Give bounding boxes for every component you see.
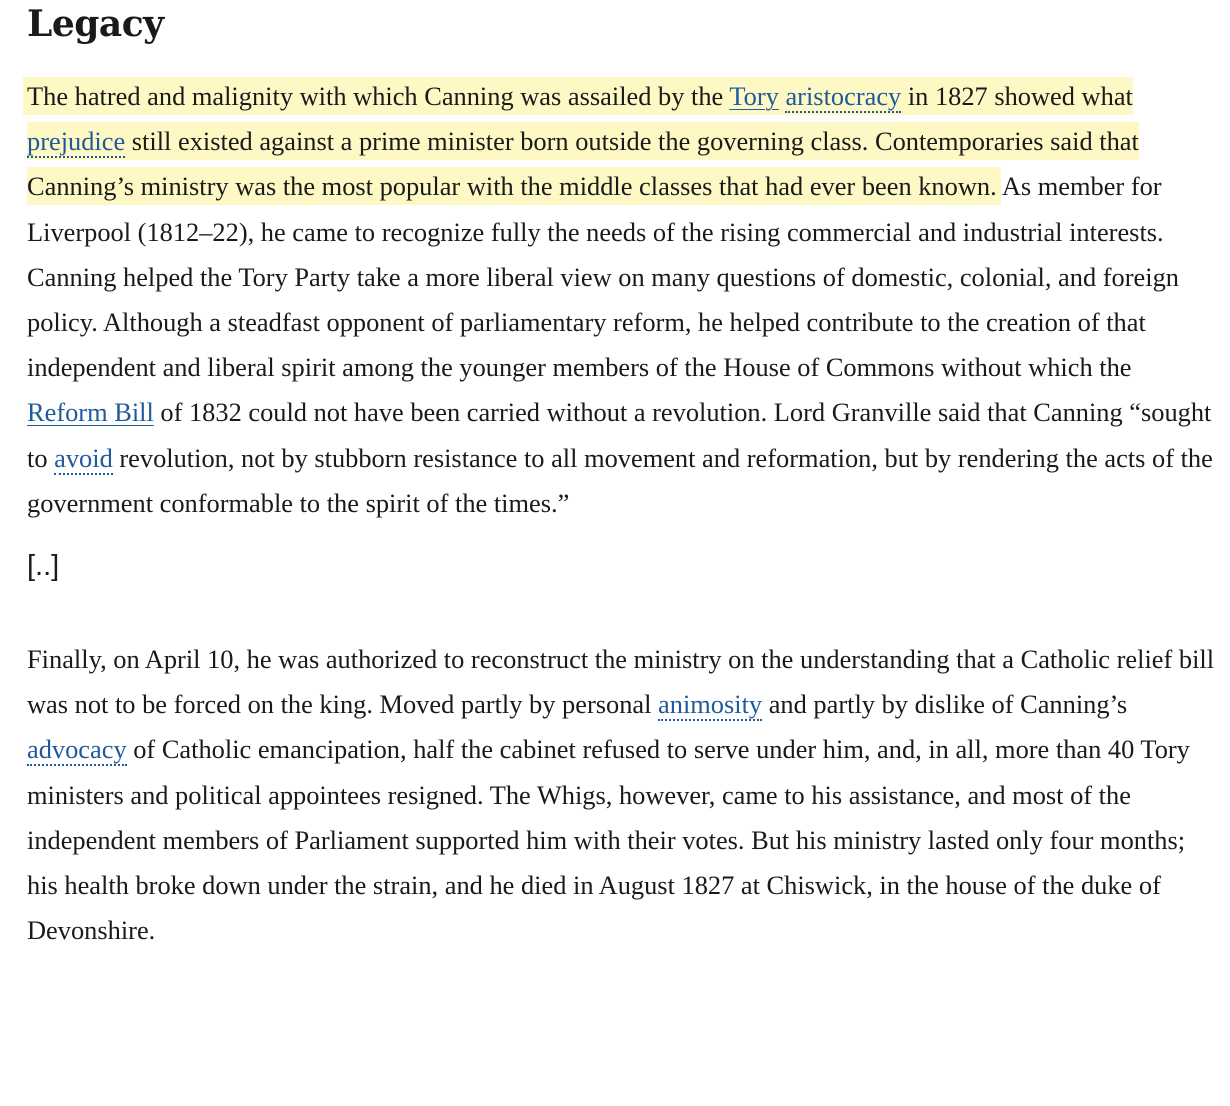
highlight-text: still existed against a prime minister born outside the governing class. Contemporaries said that Canning’s ministry was the most popular with the middle classes that had ever been known. (27, 126, 1139, 202)
article-page (27, 0, 1217, 953)
tory-link[interactable]: Tory (729, 81, 779, 111)
section-heading: Legacy (27, 3, 164, 45)
avoid-dictionary-link[interactable]: avoid (54, 442, 113, 473)
ministry-paragraph (27, 637, 1217, 953)
legacy-paragraph (27, 74, 1217, 526)
prejudice-dictionary-link[interactable]: prejudice (27, 126, 126, 157)
highlight-text: in 1827 showed what (901, 81, 1133, 111)
body-text: and partly by dislike of Canning’s (762, 689, 1128, 720)
body-text: of 1832 could not have been carried without a revolution. Lord Granville said that Canning “sought to (27, 397, 1212, 473)
highlighted-passage[interactable] (27, 81, 1139, 201)
animosity-dictionary-link[interactable]: animosity (658, 689, 763, 720)
body-text: of Catholic emancipation, half the cabinet refused to serve under him, and, in all, more than 40 Tory ministers and political appointees resigned. The Whigs, however, came to his assistance, and most of the independent members of Parliament supported him with their votes. But his ministry lasted only four months; his health broke down under the strain, and he died in August 1827 at Chiswick, in the house of the duke of Devonshire. (27, 734, 1190, 946)
aristocracy-dictionary-link[interactable]: aristocracy (785, 81, 902, 111)
advocacy-dictionary-link[interactable]: advocacy (27, 734, 127, 765)
highlight-text: The hatred and malignity with which Canning was assailed by the (27, 81, 730, 111)
body-text: revolution, not by stubborn resistance to all movement and reformation, but by rendering the acts of the government conformable to the spirit of the times.” (27, 442, 1213, 518)
reform-bill-link[interactable]: Reform Bill (27, 397, 154, 428)
body-text: As member for Liverpool (1812–22), he came to recognize fully the needs of the rising commercial and industrial interests. Canning helped the Tory Party take a more liberal view on many questions of domestic, colonial, and foreign policy. Although a steadfast opponent of parliamentary reform, he helped contribute to the creation of that independent and liberal spirit among the younger members of the House of Commons without which the (27, 171, 1179, 383)
body-text: Finally, on April 10, he was authorized to reconstruct the ministry on the understanding that a Catholic relief bill was not to be forced on the king. Moved partly by personal (27, 644, 1215, 720)
omission-marker: [..] (27, 550, 60, 583)
